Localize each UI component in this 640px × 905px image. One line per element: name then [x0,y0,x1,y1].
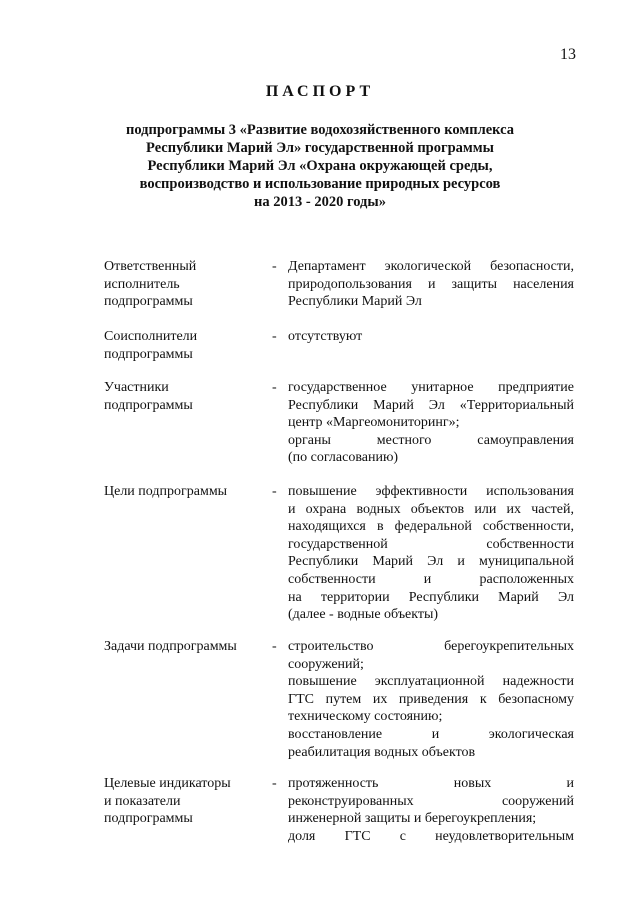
value-line: Республики Марий Эл «Территориальный [288,397,574,413]
value-line: Республики Марий Эл [288,294,422,310]
value-line: ГТС путем их приведения к безопасному [288,691,574,707]
value-line: повышение эксплуатационной надежности [288,674,574,690]
value-line: повышение эффективности использования [288,484,574,499]
value-line: (далее - водные объекты) [288,607,439,623]
row-value [288,483,574,624]
row-label [104,638,264,656]
value-line: техническому состоянию; [288,709,443,725]
label-line: Цели подпрограммы [104,484,228,499]
row-dash: - [272,639,277,654]
row-label [104,258,264,311]
subtitle-line: воспроизводство и использование природных ресурсов [139,176,501,192]
value-line: восстановление и экологическая [288,726,574,742]
value-line: государственное унитарное предприятие [288,380,574,395]
value-line: протяженность новых и [288,776,574,791]
row-label [104,328,264,363]
subtitle-line: на 2013 - 2020 годы» [254,194,386,210]
subtitle-line: подпрограммы 3 «Развитие водохозяйственного комплекса [125,122,514,138]
label-line: исполнитель [104,276,180,292]
value-line: собственности и расположенных [288,571,574,587]
row-value [288,328,574,346]
label-line: Ответственный [104,259,197,274]
label-line: подпрограммы [104,346,193,362]
row-dash: - [272,259,277,274]
document-subtitle [0,121,640,211]
row-dash: - [272,380,277,395]
value-line: реабилитация водных объектов [288,744,476,760]
value-line: находящихся в федеральной собственности, [288,519,574,535]
subtitle-line: Республики Марий Эл «Охрана окружающей среды, [147,158,493,174]
value-line: сооружений; [288,656,364,672]
value-line: природопользования и защиты населения [288,276,574,292]
row-label [104,483,264,501]
row-dash: - [272,776,277,791]
row-dash: - [272,329,277,344]
label-line: Задачи подпрограммы [104,639,237,654]
label-line: подпрограммы [104,811,193,827]
value-line: центр «Маргеомониторинг»; [288,415,460,431]
value-line: доля ГТС с неудовлетворительным [288,828,574,844]
value-line: на территории Республики Марий Эл [288,589,574,605]
value-line: строительство берегоукрепительных [288,639,574,654]
row-value [288,775,574,845]
row-label [104,775,264,828]
value-line: Республики Марий Эл и муниципальной [288,554,574,570]
value-line: отсутствуют [288,329,363,344]
label-line: подпрограммы [104,397,193,413]
value-line: государственной собственности [288,536,574,552]
value-line: и охрана водных объектов или их частей, [288,501,574,517]
row-value [288,258,574,311]
value-line: реконструированных сооружений [288,793,574,809]
label-line: Целевые индикаторы [104,776,231,791]
row-dash: - [272,484,277,499]
row-value [288,379,574,467]
row-label [104,379,264,414]
page-number: 13 [560,46,576,63]
value-line: Департамент экологической безопасности, [288,259,574,274]
label-line: Соисполнители [104,329,198,344]
subtitle-line: Республики Марий Эл» государственной программы [146,140,494,156]
value-line: (по согласованию) [288,450,399,466]
label-line: и показатели [104,793,181,809]
label-line: подпрограммы [104,294,193,310]
value-line: органы местного самоуправления [288,432,574,448]
document-title: ПАСПОРТ [265,83,375,100]
value-line: инженерной защиты и берегоукрепления; [288,811,537,827]
row-value [288,638,574,761]
label-line: Участники [104,380,169,395]
